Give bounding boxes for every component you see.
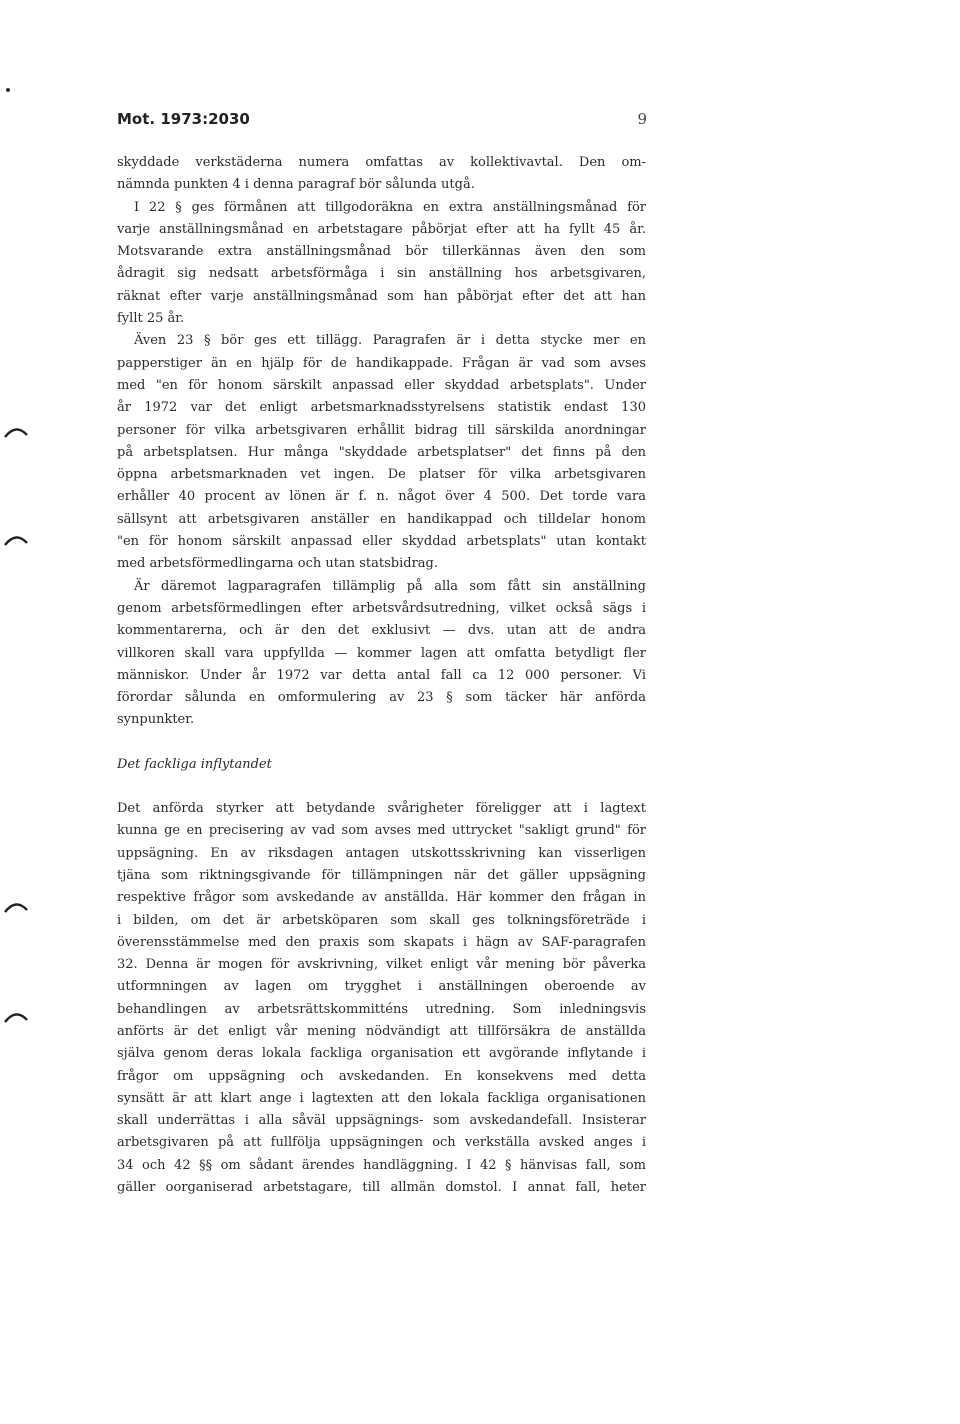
paragraph [117, 576, 646, 732]
margin-caret-icon [4, 1010, 28, 1024]
text-line: kommentarerna, och är den det exklusivt — dvs. utan att de andra [117, 623, 646, 639]
text-line: arbetsgivaren på att fullfölja uppsägningen och verkställa avsked anges i [117, 1135, 646, 1151]
paragraph [117, 798, 646, 1199]
text-line: Det anförda styrker att betydande svårigheter föreligger att i lagtext [117, 801, 646, 817]
text-line: nämnda punkten 4 i denna paragraf bör sålunda utgå. [117, 177, 475, 193]
paragraph [117, 197, 646, 331]
text-line: utformningen av lagen om trygghet i anställningen oberoende av [117, 979, 646, 995]
text-line: överensstämmelse med den praxis som skapats i hägn av SAF-paragrafen [117, 934, 646, 950]
page-header [117, 110, 647, 134]
text-line: varje anställningsmånad en arbetstagare påbörjat efter att ha fyllt 45 år. [117, 221, 646, 237]
text-line: förordar sålunda en omformulering av 23 § som täcker här anförda [117, 690, 646, 706]
text-line: respektive frågor som avskedande av anställda. Här kommer den frågan in [117, 890, 646, 906]
margin-caret-icon [4, 533, 28, 547]
text-line: Är däremot lagparagrafen tillämplig på alla som fått sin anställning [134, 578, 646, 594]
text-line: I 22 § ges förmånen att tillgodoräkna en extra anställningsmånad för [134, 199, 646, 215]
text-line: frågor om uppsägning och avskedanden. En konsekvens med detta [117, 1068, 646, 1084]
text-line: synpunkter. [117, 712, 195, 728]
paragraph [117, 152, 646, 197]
text-line: tjäna som riktningsgivande för tillämpningen när det gäller uppsägning [117, 867, 646, 883]
text-line: själva genom deras lokala fackliga organisation ett avgörande inflytande i [117, 1046, 646, 1062]
text-line: anförts är det enligt vår mening nödvändigt att tillförsäkra de anställda [117, 1023, 646, 1039]
text-line: ådragit sig nedsatt arbetsförmåga i sin anställning hos arbetsgivaren, [117, 266, 646, 282]
text-line: erhåller 40 procent av lönen är f. n. något över 4 500. Det torde vara [117, 489, 646, 505]
margin-caret-icon [4, 425, 28, 439]
text-line: personer för vilka arbetsgivaren erhållit bidrag till särskilda anordningar [117, 422, 646, 438]
text-line: "en för honom särskilt anpassad eller skyddad arbetsplats" utan kontakt [117, 534, 646, 550]
text-line: räknat efter varje anställningsmånad som han påbörjat efter det att han [117, 288, 646, 304]
text-line: uppsägning. En av riksdagen antagen utskottsskrivning kan visserligen [117, 845, 646, 861]
paragraph [117, 330, 646, 575]
text-line: synsätt är att klart ange i lagtexten att den lokala fackliga organisationen [117, 1090, 646, 1106]
stray-dot [6, 88, 10, 92]
text-line: skyddade verkstäderna numera omfattas av kollektivavtal. Den om- [117, 155, 646, 170]
text-line: med arbetsförmedlingarna och utan statsbidrag. [117, 556, 439, 572]
text-line: med "en för honom särskilt anpassad eller skyddad arbetsplats". Under [117, 377, 646, 393]
text-line: Motsvarande extra anställningsmånad bör tillerkännas även den som [117, 244, 646, 260]
text-line: gäller oorganiserad arbetstagare, till allmän domstol. I annat fall, heter [117, 1180, 646, 1196]
text-line: genom arbetsförmedlingen efter arbetsvårdsutredning, vilket också sägs i [117, 600, 646, 616]
text-line: behandlingen av arbetsrättskommitténs utredning. Som inledningsvis [117, 1001, 646, 1017]
text-line: fyllt 25 år. [117, 311, 185, 327]
text-line: sällsynt att arbetsgivaren anställer en handikappad och tilldelar honom [117, 511, 646, 527]
text-line: kunna ge en precisering av vad som avses med uttrycket "sakligt grund" för [117, 823, 646, 839]
text-line: papperstiger än en hjälp för de handikappade. Frågan är vad som avses [117, 355, 646, 371]
text-line: Även 23 § bör ges ett tillägg. Paragrafen är i detta stycke mer en [134, 333, 646, 349]
text-line: villkoren skall vara uppfyllda — kommer lagen att omfatta betydligt fler [117, 645, 646, 661]
document-reference: Mot. 1973:2030 [117, 110, 250, 128]
text-line: människor. Under år 1972 var detta antal fall ca 12 000 personer. Vi [117, 667, 646, 683]
text-line: år 1972 var det enligt arbetsmarknadsstyrelsens statistik endast 130 [117, 400, 646, 416]
text-line: 34 och 42 §§ om sådant ärendes handläggning. I 42 § hänvisas fall, som [117, 1157, 646, 1173]
document-body [117, 152, 646, 1199]
margin-caret-icon [4, 900, 28, 914]
section-heading: Det fackliga inflytandet [117, 756, 272, 772]
page-number: 9 [637, 110, 647, 128]
text-line: i bilden, om det är arbetsköparen som skall ges tolkningsföreträde i [117, 912, 646, 928]
text-line: skall underrättas i alla såväl uppsägnings- som avskedandefall. Insisterar [117, 1113, 646, 1129]
text-line: 32. Denna är mogen för avskrivning, vilket enligt vår mening bör påverka [117, 957, 646, 973]
text-line: öppna arbetsmarknaden vet ingen. De platser för vilka arbetsgivaren [117, 467, 646, 483]
text-line: på arbetsplatsen. Hur många "skyddade arbetsplatser" det finns på den [117, 444, 646, 460]
